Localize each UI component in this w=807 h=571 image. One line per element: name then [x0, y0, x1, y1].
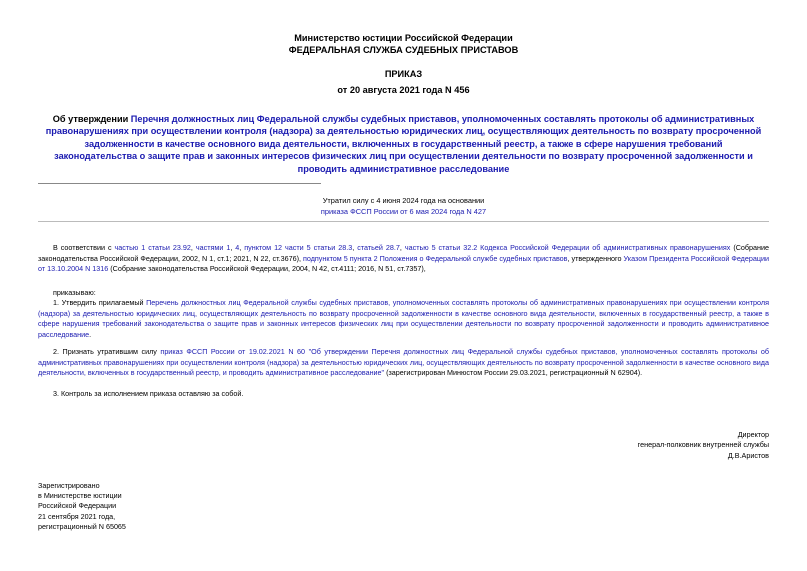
text-segment: ,	[399, 243, 405, 252]
link-list-of-officials[interactable]: Перечень должностных лиц Федеральной службы судебных приставов, уполномоченных составлять протоколы об административных правонарушениях при осуществлении контроля (надзора) за деятельностью юридических лиц, осуществляющих деятельность по возврату просроченной задолженности в качестве основного вида деятельности, включенных в государственный реестр, а также в сфере нарушения требований законодательства о защите прав и законных интересов физических лиц при осуществлении деятельности по возврату просроченной задолженности и проводить административное расследование	[38, 298, 769, 339]
document-title	[42, 113, 765, 175]
preamble-paragraph	[38, 243, 769, 275]
text-segment: (Собрание законодательства Российской Федерации, 2004, N 42, ст.4111; 2016, N 51, ст.7357),	[108, 264, 426, 274]
text-segment: ,	[352, 243, 358, 252]
text-segment: 1. Утвердить прилагаемый	[53, 298, 147, 307]
registration-line5: регистрационный N 65065	[38, 522, 126, 531]
registration-line1: Зарегистрировано	[38, 481, 100, 490]
prikazyvayu-line	[38, 288, 769, 299]
text-segment: ,	[239, 243, 245, 252]
text-segment: 2. Признать утратившим силу	[53, 347, 161, 356]
registration-line2: в Министерстве юстиции	[38, 491, 122, 500]
text-segment: В соответствии с	[53, 243, 115, 252]
title-link[interactable]: Перечня должностных лиц Федеральной службы судебных приставов, уполномоченных составлять протоколы об административных правонарушениях при осуществлении контроля (надзора) за деятельностью юридических лиц, осуществляющих деятельность по возврату просроченной задолженности в качестве основного вида деятельности, включенных в государственный реестр, а также в сфере нарушения требований законодательства о защите прав и законных интересов физических лиц при осуществлении деятельности по возврату просроченной задолженности и проводить административное расследование	[45, 114, 762, 174]
prikazyvayu-text: приказываю:	[53, 288, 96, 297]
link-article-28-3[interactable]: пунктом 12 части 5 статьи 28.3	[244, 243, 353, 252]
text-segment: (Собрание законодательства Российской Федерации, 2002, N 1, ст.1; 2021, N 22, ст.3676),	[38, 243, 770, 263]
service-heading: ФЕДЕРАЛЬНАЯ СЛУЖБА СУДЕБНЫХ ПРИСТАВОВ	[288, 45, 519, 55]
link-fssp-regulation[interactable]: подпунктом 5 пункта 2 Положения о Федеральной службе судебных приставов	[302, 253, 568, 263]
link-part-4[interactable]: 4	[235, 243, 240, 252]
signature-title: Директор	[737, 430, 769, 439]
lost-force-line1: Утратил силу с 4 июня 2024 года на основании	[322, 196, 485, 205]
link-article-23-92[interactable]: частью 1 статьи 23.92	[114, 243, 191, 252]
item-3-text: 3. Контроль за исполнением приказа оставляю за собой.	[53, 389, 244, 398]
divider-long	[38, 221, 769, 222]
link-koap[interactable]: частью 5 статьи 32.2 Кодекса Российской Федерации об административных правонарушениях	[404, 243, 731, 252]
doc-date-number: от 20 августа 2021 года N 456	[337, 85, 470, 95]
ministry-heading: Министерство юстиции Российской Федерации	[294, 33, 513, 43]
item-2-paragraph	[38, 347, 769, 379]
lost-force-link[interactable]: приказа ФССП России от 6 мая 2024 года N 427	[320, 207, 487, 216]
title-prefix: Об утверждении	[52, 114, 131, 124]
signature-rank: генерал-полковник внутренней службы	[637, 440, 769, 449]
text-segment: (зарегистрирован Минюстом России 29.03.2021, регистрационный N 62904).	[384, 368, 643, 378]
item-3-paragraph	[38, 389, 769, 400]
text-segment: .	[89, 329, 92, 339]
text-segment: ,	[230, 243, 236, 252]
registration-line4: 21 сентября 2021 года,	[38, 512, 116, 521]
registration-line3: Российской Федерации	[38, 501, 117, 510]
divider-short	[38, 183, 321, 184]
text-segment: ,	[190, 243, 196, 252]
link-order-60[interactable]: приказ ФССП России от 19.02.2021 N 60 "Об утверждении Перечня должностных лиц Федеральной службы судебных приставов, уполномоченных составлять протоколы об административных правонарушениях при осуществлении контроля (надзора) за деятельностью юридических лиц, осуществляющих деятельность по возврату просроченной задолженности в качестве основного вида деятельности, включенных в государственный реестр, и проводить административное расследование"	[38, 347, 769, 378]
doc-type-heading: ПРИКАЗ	[384, 69, 423, 79]
lost-force-note	[0, 195, 807, 217]
link-presidential-decree[interactable]: Указом Президента Российской Федерации от 13.10.2004 N 1316	[38, 253, 770, 274]
text-segment: , утвержденного	[567, 253, 624, 263]
link-parts-1[interactable]: частями 1	[195, 243, 231, 252]
signature-name: Д.В.Аристов	[727, 451, 769, 460]
item-1-paragraph	[38, 298, 769, 340]
link-article-28-7[interactable]: статьей 28.7	[357, 243, 400, 252]
